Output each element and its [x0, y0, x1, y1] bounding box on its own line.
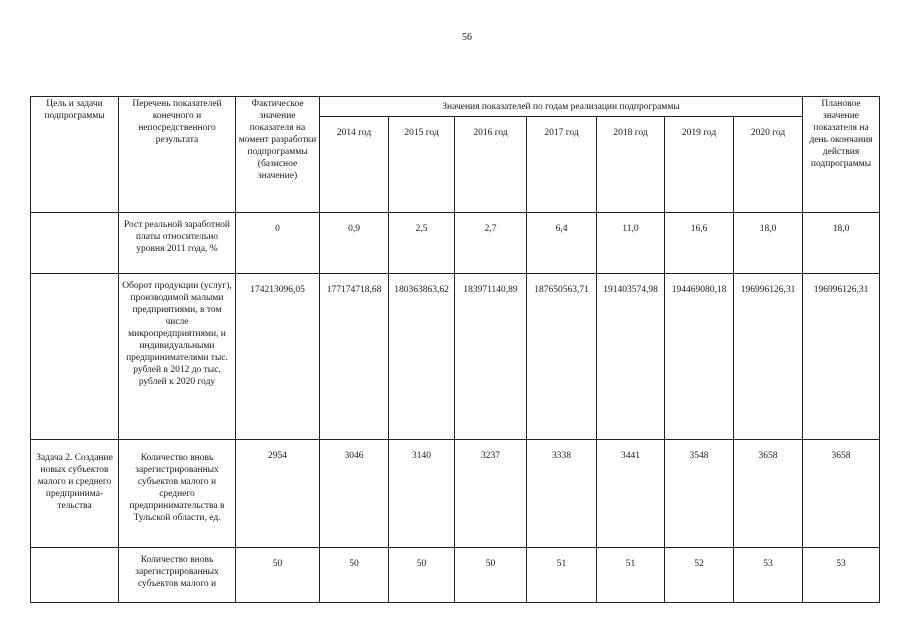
year-value-cell: 177174718,68	[320, 274, 389, 440]
year-value-cell: 50	[455, 548, 527, 603]
indicator-cell: Количество вновь зарегистрированных субъектов малого и среднего предпринимательства в Тульской области, ед.	[119, 440, 236, 548]
year-value-cell: 180363863,62	[389, 274, 455, 440]
actual-cell: 2954	[236, 440, 320, 548]
header-year: 2014 год	[320, 117, 389, 213]
year-value-cell: 50	[320, 548, 389, 603]
year-value-cell: 196996126,31	[734, 274, 803, 440]
year-value-cell: 6,4	[527, 213, 597, 274]
actual-cell: 0	[236, 213, 320, 274]
year-value-cell: 187650563,71	[527, 274, 597, 440]
header-row-1	[31, 97, 880, 117]
year-value-cell: 2,7	[455, 213, 527, 274]
year-value-cell: 2,5	[389, 213, 455, 274]
header-year: 2016 год	[455, 117, 527, 213]
year-value-cell: 3441	[597, 440, 665, 548]
indicator-cell: Оборот продукции (услуг), производимой малыми предприятиями, в том числе микропредприятиями, и индивидуальными предпринимателями тыс. рублей в 2012 до тыс. рублей к 2020 году	[119, 274, 236, 440]
header-year: 2019 год	[665, 117, 734, 213]
header-year: 2017 год	[527, 117, 597, 213]
year-value-cell: 52	[665, 548, 734, 603]
page-number: 56	[462, 32, 472, 43]
header-indicators: Перечень показателей конечного и непосредственного результата	[119, 97, 236, 213]
year-value-cell: 51	[527, 548, 597, 603]
header-year: 2018 год	[597, 117, 665, 213]
header-year: 2020 год	[734, 117, 803, 213]
year-value-cell: 53	[734, 548, 803, 603]
header-year: 2015 год	[389, 117, 455, 213]
year-value-cell: 3548	[665, 440, 734, 548]
header-planned: Плановое значение показателя на день окончания действия подпрограммы	[803, 97, 880, 213]
planned-cell: 18,0	[803, 213, 880, 274]
planned-cell: 196996126,31	[803, 274, 880, 440]
year-value-cell: 3658	[734, 440, 803, 548]
year-value-cell: 194469080,18	[665, 274, 734, 440]
header-goal: Цель и задачи подпрограммы	[31, 97, 119, 213]
year-value-cell: 183971140,89	[455, 274, 527, 440]
year-value-cell: 51	[597, 548, 665, 603]
indicator-cell: Рост реальной заработной платы относительно уровня 2011 года, %	[119, 213, 236, 274]
indicator-cell: Количество вновь зарегистрированных субъектов малого и	[119, 548, 236, 603]
year-value-cell: 50	[389, 548, 455, 603]
goal-cell	[31, 213, 119, 274]
table-row	[31, 274, 880, 440]
header-actual: Фактическое значение показателя на момент разработки подпрограммы (базисное значение)	[236, 97, 320, 213]
year-value-cell: 18,0	[734, 213, 803, 274]
year-value-cell: 3338	[527, 440, 597, 548]
year-value-cell: 3140	[389, 440, 455, 548]
year-value-cell: 0,9	[320, 213, 389, 274]
table-row	[31, 548, 880, 603]
table-row	[31, 213, 880, 274]
goal-cell	[31, 274, 119, 440]
year-value-cell: 3237	[455, 440, 527, 548]
year-value-cell: 3046	[320, 440, 389, 548]
planned-cell: 3658	[803, 440, 880, 548]
table-row	[31, 440, 880, 548]
year-value-cell: 16,6	[665, 213, 734, 274]
actual-cell: 174213096,05	[236, 274, 320, 440]
indicators-table	[30, 96, 880, 603]
year-value-cell: 191403574,98	[597, 274, 665, 440]
goal-cell	[31, 548, 119, 603]
goal-cell: Задача 2. Создание новых субъектов малого и среднего предпринима-тельства	[31, 440, 119, 548]
planned-cell: 53	[803, 548, 880, 603]
year-value-cell: 11,0	[597, 213, 665, 274]
header-years-group: Значения показателей по годам реализации подпрограммы	[320, 97, 803, 117]
actual-cell: 50	[236, 548, 320, 603]
